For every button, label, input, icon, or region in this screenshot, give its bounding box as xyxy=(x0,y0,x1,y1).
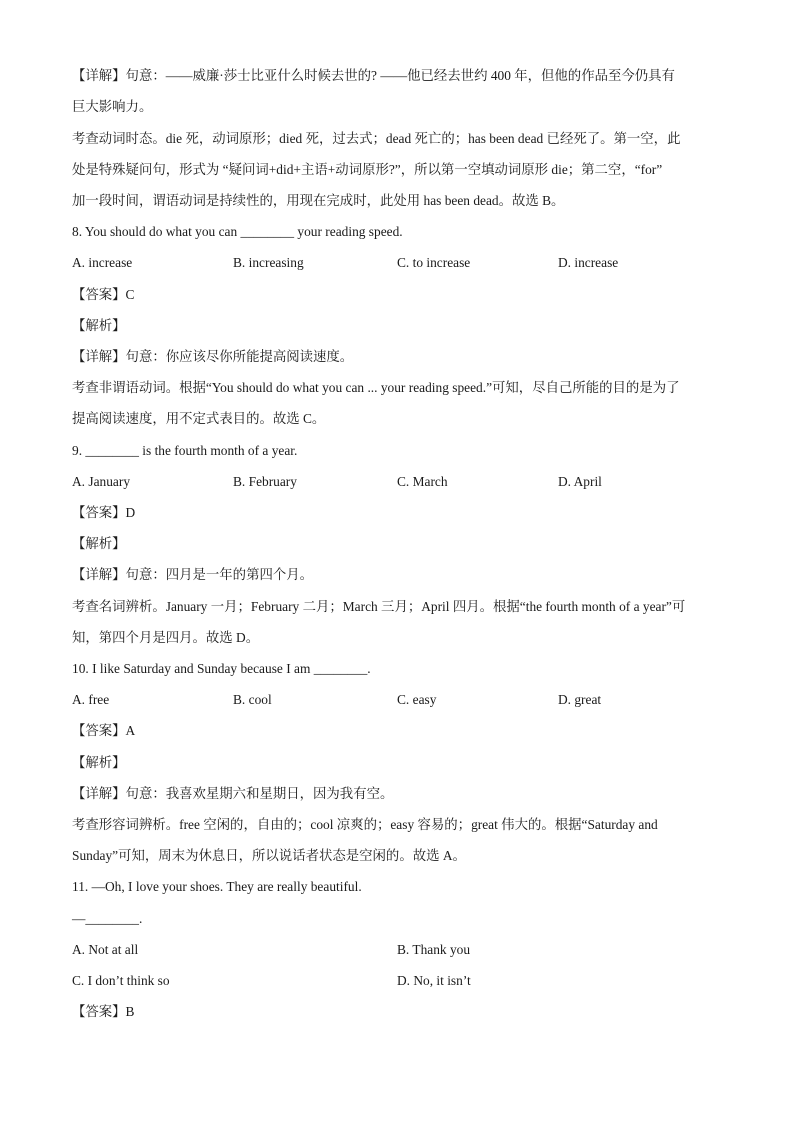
q9-analysis-heading: 【解析】 xyxy=(72,536,126,551)
explanation-q7-line2: 巨大影响力。 xyxy=(72,99,153,114)
q11-option-b: B. Thank you xyxy=(397,942,471,957)
q9-option-c: C. March xyxy=(397,474,448,489)
q8-explanation-line2: 提高阅读速度，用不定式表目的。故选 C。 xyxy=(72,411,326,426)
q10-explanation-line1: 考查形容词辨析。free 空闲的，自由的；cool 凉爽的；easy 容易的；great 伟大的。根据“Saturday and xyxy=(72,817,658,832)
q10-option-a: A. free xyxy=(72,692,110,707)
q9-detail: 【详解】句意：四月是一年的第四个月。 xyxy=(72,567,314,582)
q10-analysis-heading: 【解析】 xyxy=(72,755,126,770)
question-11-reply: —________. xyxy=(72,911,143,926)
q10-explanation-line2: Sunday”可知，周末为休息日，所以说话者状态是空闲的。故选 A。 xyxy=(72,848,466,863)
question-9: 9. ________ is the fourth month of a year. xyxy=(72,443,298,458)
q9-explanation-line1: 考查名词辨析。January 一月；February 二月；March 三月；April 四月。根据“the fourth month of a year”可 xyxy=(72,599,686,614)
q8-explanation-line1: 考查非谓语动词。根据“You should do what you can ... your reading speed.”可知，尽自己所能的目的是为了 xyxy=(72,380,680,395)
explanation-q7-line1: 【详解】句意：——威廉·莎士比亚什么时候去世的? ——他已经去世约 400 年，但他的作品至今仍具有 xyxy=(72,68,675,83)
q8-detail: 【详解】句意：你应该尽你所能提高阅读速度。 xyxy=(72,349,354,364)
analysis-q7-line2: 处是特殊疑问句，形式为 “疑问词+did+主语+动词原形?”，所以第一空填动词原形 die；第二空，“for” xyxy=(72,162,663,177)
q9-option-d: D. April xyxy=(558,474,602,489)
q10-option-b: B. cool xyxy=(233,692,272,707)
q10-option-c: C. easy xyxy=(397,692,437,707)
question-11: 11. —Oh, I love your shoes. They are really beautiful. xyxy=(72,879,362,894)
q8-option-d: D. increase xyxy=(558,255,619,270)
q9-option-b: B. February xyxy=(233,474,297,489)
question-10: 10. I like Saturday and Sunday because I am ________. xyxy=(72,661,371,676)
q11-option-c: C. I don’t think so xyxy=(72,973,170,988)
q8-option-b: B. increasing xyxy=(233,255,304,270)
q9-explanation-line2: 知，第四个月是四月。故选 D。 xyxy=(72,630,260,645)
q8-answer: 【答案】C xyxy=(72,287,135,302)
q8-analysis-heading: 【解析】 xyxy=(72,318,126,333)
q11-option-d: D. No, it isn’t xyxy=(397,973,471,988)
q9-answer: 【答案】D xyxy=(72,505,136,520)
q8-option-c: C. to increase xyxy=(397,255,471,270)
q10-answer: 【答案】A xyxy=(72,723,136,738)
q11-answer: 【答案】B xyxy=(72,1004,135,1019)
analysis-q7-line3: 加一段时间，谓语动词是持续性的，用现在完成时，此处用 has been dead。故选 B。 xyxy=(72,193,565,208)
q10-option-d: D. great xyxy=(558,692,602,707)
q9-option-a: A. January xyxy=(72,474,131,489)
question-8: 8. You should do what you can ________ your reading speed. xyxy=(72,224,403,239)
q11-option-a: A. Not at all xyxy=(72,942,139,957)
q8-option-a: A. increase xyxy=(72,255,133,270)
q10-detail: 【详解】句意：我喜欢星期六和星期日，因为我有空。 xyxy=(72,786,394,801)
analysis-q7-line1: 考查动词时态。die 死，动词原形；died 死，过去式；dead 死亡的；has been dead 已经死了。第一空，此 xyxy=(72,131,681,146)
